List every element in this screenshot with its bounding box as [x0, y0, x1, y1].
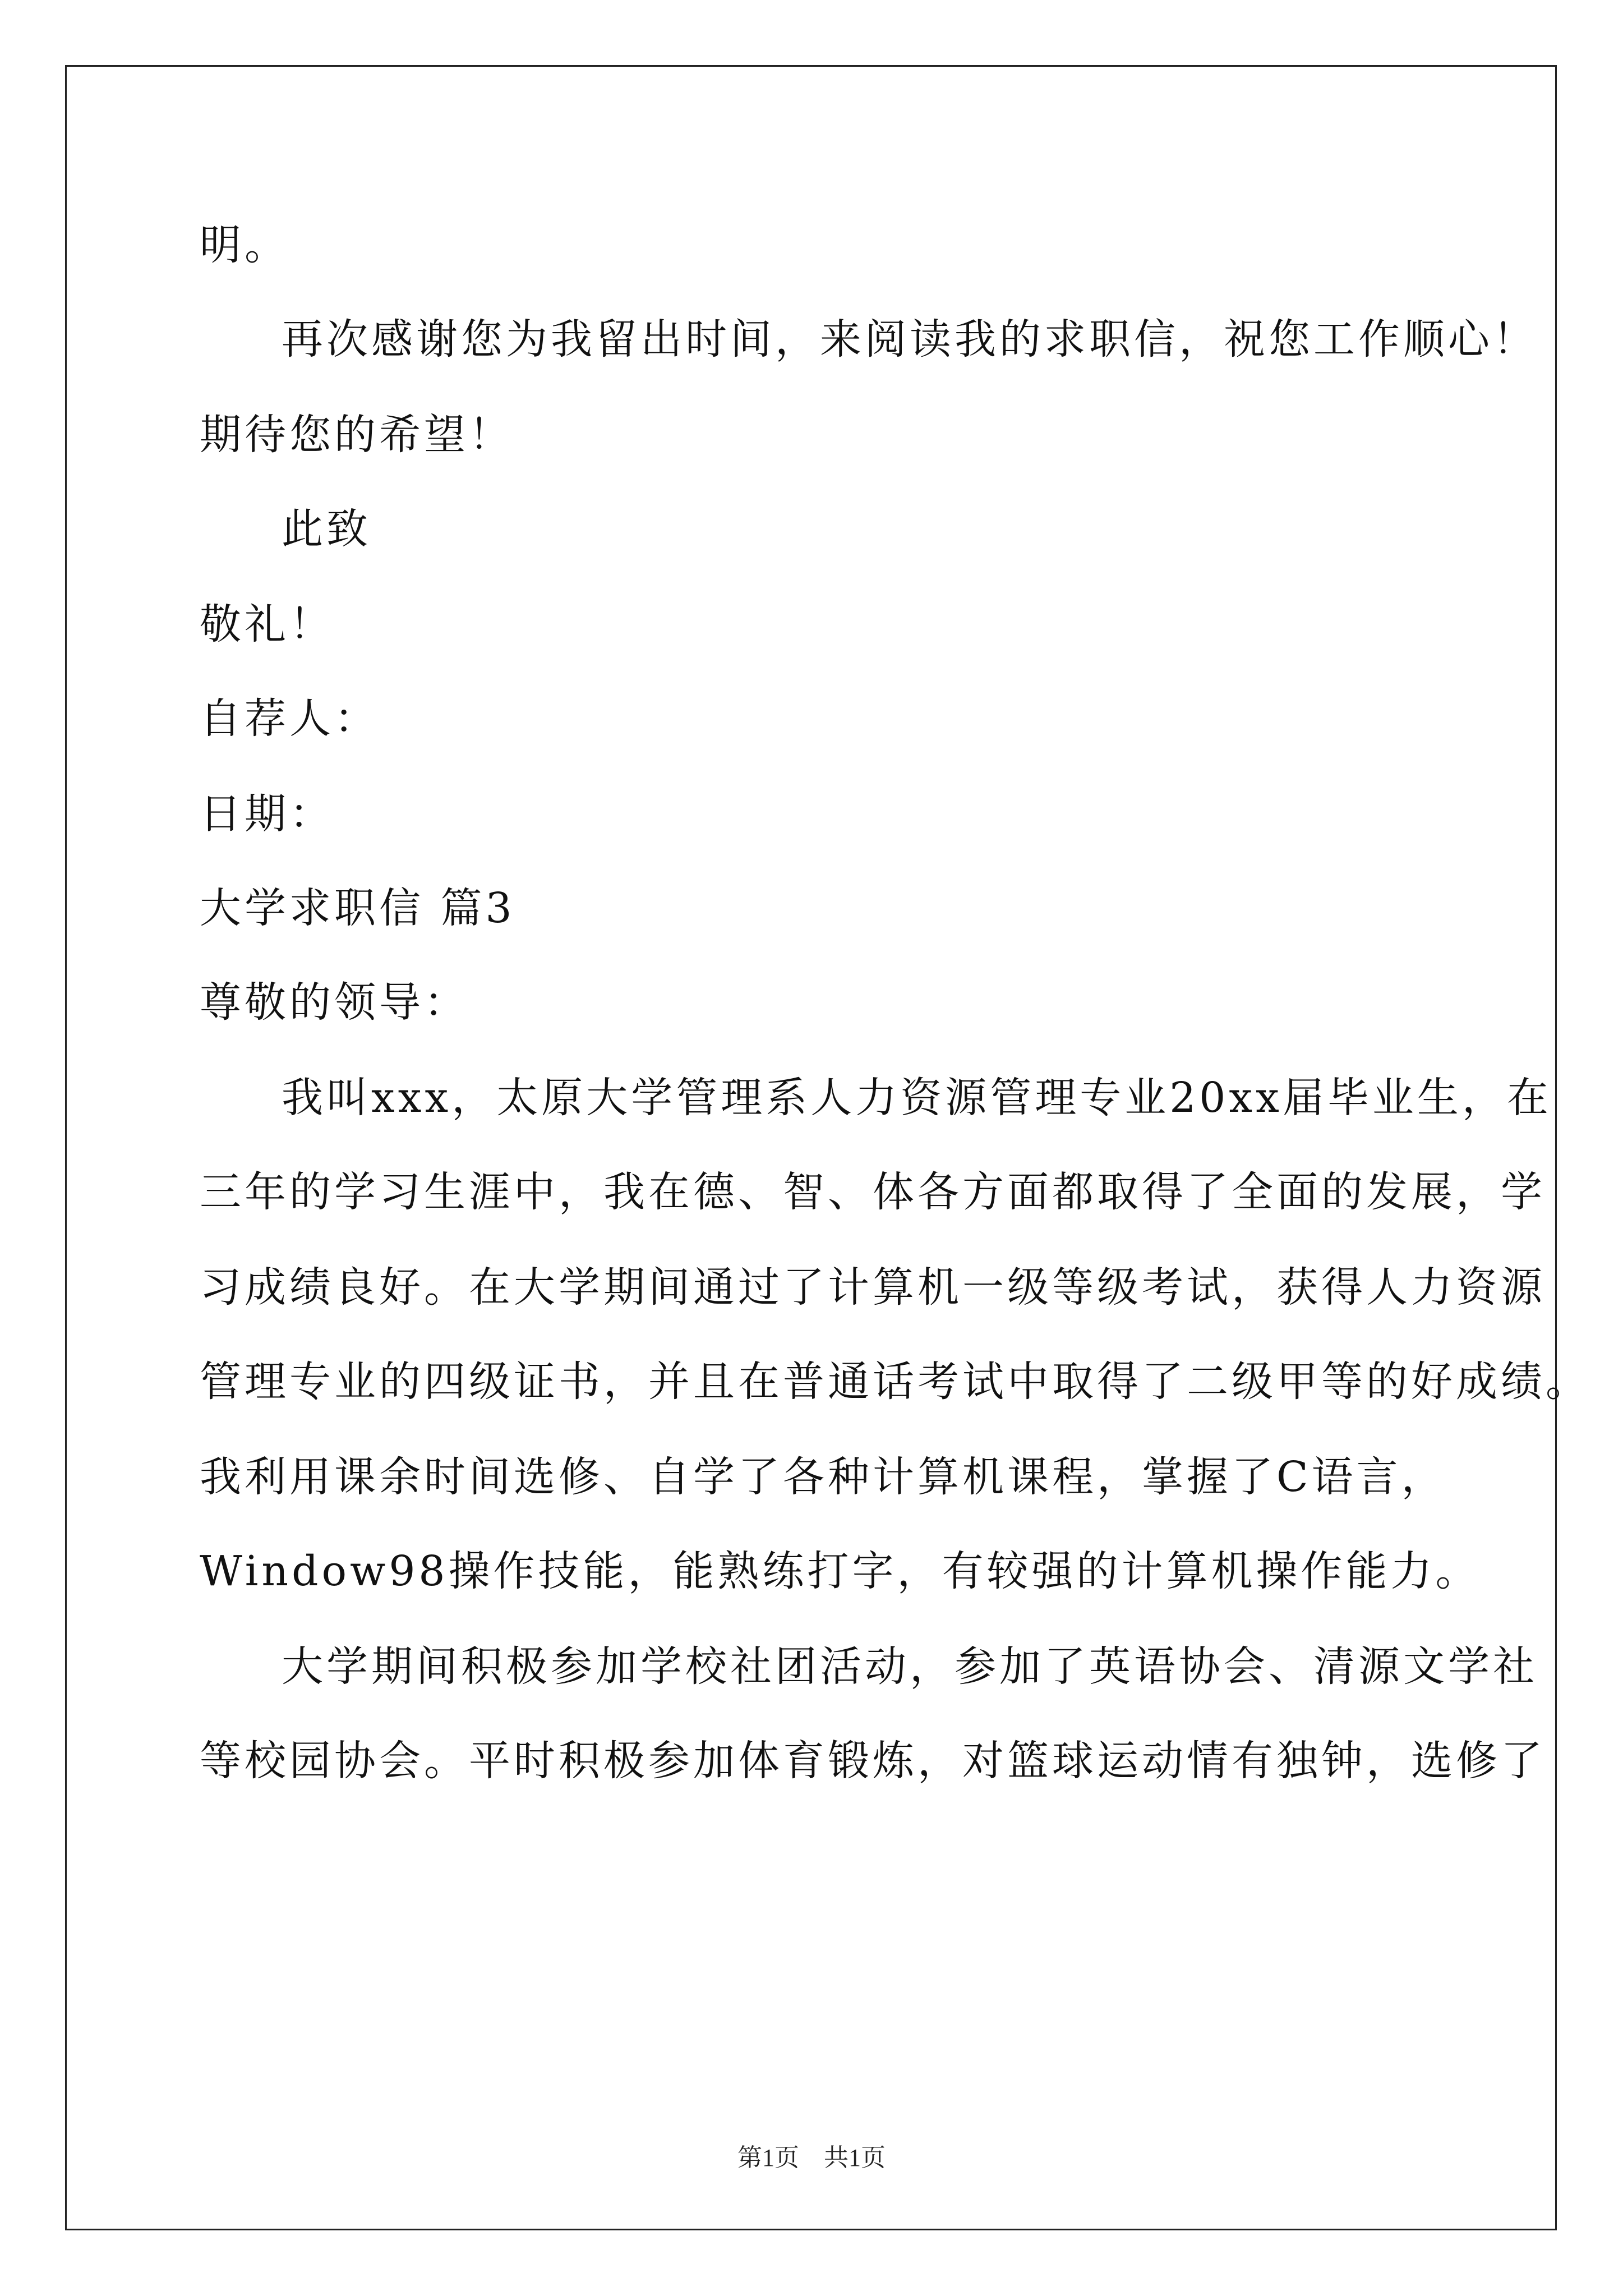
- paragraph-line: 再次感谢您为我留出时间，来阅读我的求职信，祝您工作顺心！: [282, 315, 1538, 364]
- page-border: [65, 65, 1557, 2230]
- signature-label: 自荐人：: [200, 694, 379, 743]
- paragraph-line: 大学期间积极参加学校社团活动，参加了英语协会、清源文学社: [282, 1642, 1538, 1691]
- date-label: 日期：: [200, 790, 334, 838]
- greeting-line: 尊敬的领导：: [200, 978, 469, 1027]
- paragraph-line: 等校园协会。平时积极参加体育锻炼，对篮球运动情有独钟，选修了: [200, 1737, 1546, 1785]
- paragraph-line: 明。: [200, 221, 289, 269]
- closing-salutation: 此致: [282, 505, 371, 553]
- paragraph-line: 我利用课余时间选修、自学了各种计算机课程，掌握了C语言，: [200, 1453, 1446, 1501]
- paragraph-line: 我叫xxx，太原大学管理系人力资源管理专业20xx届毕业生，在: [282, 1074, 1552, 1122]
- page-number-footer: 第1页 共1页: [737, 2144, 886, 2171]
- section-heading: 大学求职信 篇3: [200, 884, 515, 932]
- paragraph-line: 期待您的希望！: [200, 411, 514, 459]
- paragraph-line: 管理专业的四级证书，并且在普通话考试中取得了二级甲等的好成绩。: [200, 1358, 1590, 1406]
- paragraph-line: 三年的学习生涯中，我在德、智、体各方面都取得了全面的发展，学: [200, 1168, 1546, 1216]
- closing-regards: 敬礼！: [200, 600, 334, 648]
- paragraph-line: 习成绩良好。在大学期间通过了计算机一级等级考试，获得人力资源: [200, 1263, 1546, 1312]
- paragraph-line: Window98操作技能，能熟练打字，有较强的计算机操作能力。: [200, 1547, 1481, 1595]
